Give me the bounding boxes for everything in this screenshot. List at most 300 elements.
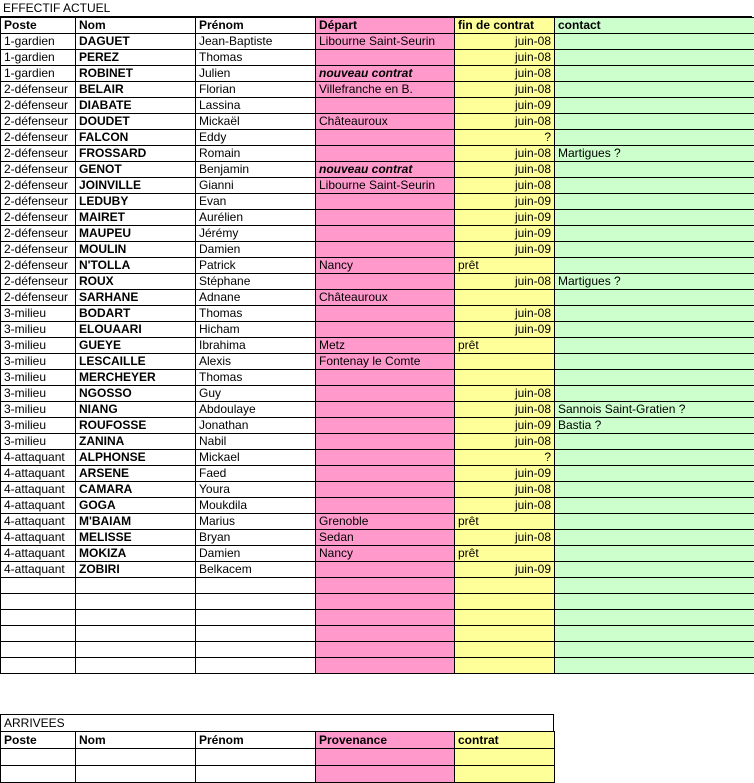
cell-contact[interactable]: Martigues ? — [555, 146, 754, 162]
cell-fin-contrat[interactable]: ? — [455, 450, 555, 466]
cell-contact[interactable] — [555, 258, 754, 274]
cell-poste[interactable] — [1, 642, 76, 658]
cell-fin-contrat[interactable]: prêt — [455, 258, 555, 274]
cell-nom[interactable] — [76, 594, 196, 610]
cell-contact[interactable] — [555, 210, 754, 226]
cell-fin-contrat[interactable]: prêt — [455, 546, 555, 562]
cell-contact[interactable] — [555, 66, 754, 82]
cell-nom[interactable]: ELOUAARI — [76, 322, 196, 338]
table-row — [1, 50, 754, 66]
cell-prenom[interactable]: Hicham — [196, 322, 316, 338]
cell-fin-contrat[interactable] — [455, 642, 555, 658]
cell-poste[interactable]: 3-milieu — [1, 354, 76, 370]
cell-fin-contrat[interactable] — [455, 626, 555, 642]
arrivees-cell-provenance[interactable] — [316, 749, 455, 766]
cell-contact[interactable] — [555, 626, 754, 642]
cell-fin-contrat[interactable]: juin-09 — [455, 226, 555, 242]
cell-poste[interactable]: 2-défenseur — [1, 130, 76, 146]
cell-nom[interactable] — [76, 642, 196, 658]
cell-contact[interactable] — [555, 98, 754, 114]
table-row — [1, 210, 754, 226]
cell-nom[interactable]: M'BAIAM — [76, 514, 196, 530]
cell-poste[interactable]: 4-attaquant — [1, 498, 76, 514]
table-row — [1, 530, 754, 546]
cell-nom[interactable]: BODART — [76, 306, 196, 322]
cell-depart[interactable] — [316, 402, 455, 418]
cell-prenom[interactable]: Eddy — [196, 130, 316, 146]
cell-fin-contrat[interactable]: ? — [455, 130, 555, 146]
cell-poste[interactable]: 1-gardien — [1, 50, 76, 66]
cell-nom[interactable] — [76, 626, 196, 642]
cell-nom[interactable]: DOUDET — [76, 114, 196, 130]
cell-fin-contrat[interactable]: prêt — [455, 338, 555, 354]
cell-fin-contrat[interactable]: juin-08 — [455, 402, 555, 418]
cell-depart[interactable] — [316, 418, 455, 434]
cell-contact[interactable] — [555, 290, 754, 306]
cell-depart[interactable] — [316, 210, 455, 226]
cell-depart[interactable] — [316, 466, 455, 482]
cell-prenom[interactable]: Gianni — [196, 178, 316, 194]
cell-prenom[interactable]: Belkacem — [196, 562, 316, 578]
table-row — [1, 418, 754, 434]
cell-nom[interactable]: CAMARA — [76, 482, 196, 498]
cell-fin-contrat[interactable]: prêt — [455, 514, 555, 530]
cell-poste[interactable]: 2-défenseur — [1, 258, 76, 274]
cell-contact[interactable] — [555, 466, 754, 482]
cell-contact[interactable] — [555, 498, 754, 514]
table-row — [1, 370, 754, 386]
cell-fin-contrat[interactable]: juin-08 — [455, 306, 555, 322]
cell-poste[interactable]: 4-attaquant — [1, 482, 76, 498]
cell-prenom[interactable]: Jean-Baptiste — [196, 34, 316, 50]
table-row — [1, 546, 754, 562]
table-row — [1, 578, 754, 594]
cell-contact[interactable] — [555, 610, 754, 626]
cell-poste[interactable]: 4-attaquant — [1, 530, 76, 546]
cell-poste[interactable]: 1-gardien — [1, 34, 76, 50]
cell-fin-contrat[interactable] — [455, 594, 555, 610]
cell-poste[interactable] — [1, 658, 76, 674]
cell-fin-contrat[interactable]: juin-09 — [455, 418, 555, 434]
cell-depart[interactable] — [316, 130, 455, 146]
cell-fin-contrat[interactable] — [455, 578, 555, 594]
cell-poste[interactable]: 3-milieu — [1, 386, 76, 402]
table-row — [1, 258, 754, 274]
cell-poste[interactable]: 2-défenseur — [1, 242, 76, 258]
cell-prenom[interactable]: Damien — [196, 546, 316, 562]
cell-contact[interactable] — [555, 194, 754, 210]
table-row — [1, 274, 754, 290]
table-row — [1, 306, 754, 322]
cell-contact[interactable] — [555, 530, 754, 546]
cell-prenom[interactable]: Ibrahima — [196, 338, 316, 354]
cell-prenom[interactable]: Evan — [196, 194, 316, 210]
cell-contact[interactable] — [555, 178, 754, 194]
cell-contact[interactable] — [555, 578, 754, 594]
cell-contact[interactable] — [555, 514, 754, 530]
cell-poste[interactable]: 3-milieu — [1, 402, 76, 418]
cell-nom[interactable] — [76, 658, 196, 674]
cell-nom[interactable]: DIABATE — [76, 98, 196, 114]
cell-prenom[interactable] — [196, 578, 316, 594]
table-row — [1, 98, 754, 114]
header-nom[interactable]: Nom — [76, 18, 196, 34]
cell-prenom[interactable]: Mickael — [196, 450, 316, 466]
cell-nom[interactable]: ARSENE — [76, 466, 196, 482]
cell-nom[interactable]: ALPHONSE — [76, 450, 196, 466]
cell-contact[interactable] — [555, 242, 754, 258]
table-row — [1, 130, 754, 146]
cell-poste[interactable]: 2-défenseur — [1, 82, 76, 98]
table-row — [1, 514, 754, 530]
arrivees-row — [1, 749, 555, 766]
cell-prenom[interactable]: Florian — [196, 82, 316, 98]
cell-contact[interactable] — [555, 434, 754, 450]
cell-poste[interactable]: 4-attaquant — [1, 450, 76, 466]
cell-depart[interactable] — [316, 498, 455, 514]
arrivees-header-provenance[interactable]: Provenance — [316, 732, 455, 749]
arrivees-title[interactable]: ARRIVEES — [0, 714, 554, 732]
cell-prenom[interactable]: Moukdila — [196, 498, 316, 514]
cell-depart[interactable]: Libourne Saint-Seurin — [316, 34, 455, 50]
cell-poste[interactable]: 2-défenseur — [1, 162, 76, 178]
cell-prenom[interactable]: Bryan — [196, 530, 316, 546]
cell-depart[interactable] — [316, 610, 455, 626]
cell-nom[interactable]: GENOT — [76, 162, 196, 178]
cell-depart[interactable] — [316, 194, 455, 210]
cell-fin-contrat[interactable] — [455, 658, 555, 674]
cell-nom[interactable]: ROBINET — [76, 66, 196, 82]
cell-fin-contrat[interactable]: juin-09 — [455, 98, 555, 114]
header-row — [1, 18, 754, 34]
cell-prenom[interactable] — [196, 610, 316, 626]
cell-contact[interactable] — [555, 562, 754, 578]
cell-fin-contrat[interactable]: juin-08 — [455, 386, 555, 402]
arrivees-header-poste[interactable]: Poste — [1, 732, 76, 749]
cell-nom[interactable]: MAIRET — [76, 210, 196, 226]
cell-poste[interactable]: 2-défenseur — [1, 178, 76, 194]
cell-nom[interactable]: MELISSE — [76, 530, 196, 546]
cell-depart[interactable] — [316, 370, 455, 386]
table-row — [1, 626, 754, 642]
cell-poste[interactable]: 3-milieu — [1, 322, 76, 338]
cell-contact[interactable]: Sannois Saint-Gratien ? — [555, 402, 754, 418]
cell-poste[interactable]: 2-défenseur — [1, 146, 76, 162]
cell-contact[interactable] — [555, 354, 754, 370]
table-row — [1, 562, 754, 578]
cell-poste[interactable]: 3-milieu — [1, 434, 76, 450]
cell-depart[interactable]: Libourne Saint-Seurin — [316, 178, 455, 194]
cell-contact[interactable] — [555, 226, 754, 242]
cell-fin-contrat[interactable]: juin-09 — [455, 562, 555, 578]
cell-fin-contrat[interactable]: juin-09 — [455, 194, 555, 210]
cell-contact[interactable] — [555, 594, 754, 610]
cell-poste[interactable] — [1, 594, 76, 610]
cell-contact[interactable] — [555, 482, 754, 498]
cell-prenom[interactable]: Thomas — [196, 306, 316, 322]
cell-contact[interactable] — [555, 306, 754, 322]
cell-poste[interactable]: 2-défenseur — [1, 226, 76, 242]
cell-poste[interactable]: 4-attaquant — [1, 514, 76, 530]
cell-prenom[interactable]: Faed — [196, 466, 316, 482]
cell-depart[interactable] — [316, 242, 455, 258]
cell-nom[interactable]: NGOSSO — [76, 386, 196, 402]
cell-depart[interactable]: Sedan — [316, 530, 455, 546]
cell-nom[interactable]: NIANG — [76, 402, 196, 418]
cell-nom[interactable]: SARHANE — [76, 290, 196, 306]
cell-prenom[interactable]: Nabil — [196, 434, 316, 450]
cell-fin-contrat[interactable]: juin-08 — [455, 114, 555, 130]
cell-prenom[interactable]: Aurélien — [196, 210, 316, 226]
cell-depart[interactable]: Nancy — [316, 258, 455, 274]
cell-depart[interactable] — [316, 626, 455, 642]
cell-depart[interactable]: Villefranche en B. — [316, 82, 455, 98]
cell-prenom[interactable]: Julien — [196, 66, 316, 82]
cell-nom[interactable] — [76, 578, 196, 594]
cell-fin-contrat[interactable]: juin-09 — [455, 466, 555, 482]
cell-nom[interactable]: MERCHEYER — [76, 370, 196, 386]
table-row — [1, 642, 754, 658]
cell-fin-contrat[interactable]: juin-08 — [455, 162, 555, 178]
table-row — [1, 386, 754, 402]
table-row — [1, 114, 754, 130]
cell-fin-contrat[interactable]: juin-08 — [455, 82, 555, 98]
cell-poste[interactable]: 2-défenseur — [1, 274, 76, 290]
cell-depart[interactable] — [316, 658, 455, 674]
cell-nom[interactable]: ZOBIRI — [76, 562, 196, 578]
cell-fin-contrat[interactable] — [455, 290, 555, 306]
cell-fin-contrat[interactable]: juin-08 — [455, 434, 555, 450]
cell-nom[interactable]: PEREZ — [76, 50, 196, 66]
cell-depart[interactable]: Fontenay le Comte — [316, 354, 455, 370]
cell-prenom[interactable]: Alexis — [196, 354, 316, 370]
table-row — [1, 434, 754, 450]
cell-nom[interactable]: LEDUBY — [76, 194, 196, 210]
cell-depart[interactable] — [316, 226, 455, 242]
arrivees-header-nom[interactable]: Nom — [76, 732, 196, 749]
cell-fin-contrat[interactable]: juin-08 — [455, 178, 555, 194]
arrivees-cell-contrat[interactable] — [455, 766, 555, 783]
cell-contact[interactable] — [555, 34, 754, 50]
cell-depart[interactable]: Châteauroux — [316, 290, 455, 306]
cell-contact[interactable] — [555, 114, 754, 130]
cell-depart[interactable]: nouveau contrat — [316, 162, 455, 178]
cell-depart[interactable] — [316, 50, 455, 66]
cell-depart[interactable]: Grenoble — [316, 514, 455, 530]
cell-nom[interactable]: FALCON — [76, 130, 196, 146]
cell-poste[interactable]: 4-attaquant — [1, 562, 76, 578]
cell-nom[interactable]: ROUX — [76, 274, 196, 290]
cell-poste[interactable] — [1, 626, 76, 642]
arrivees-header-prenom[interactable]: Prénom — [196, 732, 316, 749]
cell-depart[interactable]: Nancy — [316, 546, 455, 562]
arrivees-cell-prenom[interactable] — [196, 749, 316, 766]
cell-fin-contrat[interactable]: juin-08 — [455, 50, 555, 66]
cell-poste[interactable]: 3-milieu — [1, 418, 76, 434]
cell-fin-contrat[interactable]: juin-08 — [455, 530, 555, 546]
cell-nom[interactable]: DAGUET — [76, 34, 196, 50]
cell-depart[interactable] — [316, 642, 455, 658]
cell-fin-contrat[interactable]: juin-08 — [455, 34, 555, 50]
cell-poste[interactable]: 3-milieu — [1, 370, 76, 386]
arrivees-cell-nom[interactable] — [76, 749, 196, 766]
cell-nom[interactable]: BELAIR — [76, 82, 196, 98]
cell-prenom[interactable] — [196, 658, 316, 674]
cell-contact[interactable] — [555, 370, 754, 386]
cell-contact[interactable]: Martigues ? — [555, 274, 754, 290]
cell-prenom[interactable]: Stéphane — [196, 274, 316, 290]
cell-poste[interactable] — [1, 578, 76, 594]
cell-prenom[interactable]: Mickaël — [196, 114, 316, 130]
cell-nom[interactable]: MOULIN — [76, 242, 196, 258]
cell-nom[interactable]: MOKIZA — [76, 546, 196, 562]
table-row — [1, 482, 754, 498]
cell-nom[interactable]: FROSSARD — [76, 146, 196, 162]
arrivees-cell-poste[interactable] — [1, 749, 76, 766]
cell-poste[interactable]: 3-milieu — [1, 338, 76, 354]
cell-prenom[interactable]: Thomas — [196, 50, 316, 66]
arrivees-cell-nom[interactable] — [76, 766, 196, 783]
cell-depart[interactable] — [316, 98, 455, 114]
cell-prenom[interactable]: Thomas — [196, 370, 316, 386]
cell-prenom[interactable]: Adnane — [196, 290, 316, 306]
cell-contact[interactable] — [555, 338, 754, 354]
cell-poste[interactable]: 2-défenseur — [1, 194, 76, 210]
arrivees-cell-contrat[interactable] — [455, 749, 555, 766]
cell-nom[interactable]: N'TOLLA — [76, 258, 196, 274]
cell-contact[interactable] — [555, 386, 754, 402]
cell-poste[interactable] — [1, 610, 76, 626]
cell-prenom[interactable] — [196, 642, 316, 658]
arrivees-header-row — [1, 732, 555, 749]
table-row — [1, 498, 754, 514]
cell-prenom[interactable]: Damien — [196, 242, 316, 258]
cell-poste[interactable]: 2-défenseur — [1, 114, 76, 130]
table-row — [1, 34, 754, 50]
cell-prenom[interactable]: Lassina — [196, 98, 316, 114]
cell-nom[interactable]: GOGA — [76, 498, 196, 514]
cell-prenom[interactable]: Jérémy — [196, 226, 316, 242]
cell-nom[interactable]: ROUFOSSE — [76, 418, 196, 434]
cell-depart[interactable]: Metz — [316, 338, 455, 354]
cell-depart[interactable]: Châteauroux — [316, 114, 455, 130]
cell-contact[interactable] — [555, 642, 754, 658]
arrivees-cell-prenom[interactable] — [196, 766, 316, 783]
cell-contact[interactable]: Bastia ? — [555, 418, 754, 434]
table-row — [1, 242, 754, 258]
cell-poste[interactable]: 3-milieu — [1, 306, 76, 322]
header-contact[interactable]: contact — [555, 18, 754, 34]
header-poste[interactable]: Poste — [1, 18, 76, 34]
cell-depart[interactable] — [316, 434, 455, 450]
cell-fin-contrat[interactable]: juin-08 — [455, 498, 555, 514]
cell-fin-contrat[interactable]: juin-08 — [455, 274, 555, 290]
cell-depart[interactable] — [316, 306, 455, 322]
cell-prenom[interactable]: Abdoulaye — [196, 402, 316, 418]
cell-fin-contrat[interactable]: juin-08 — [455, 482, 555, 498]
cell-prenom[interactable]: Guy — [196, 386, 316, 402]
cell-fin-contrat[interactable]: juin-09 — [455, 242, 555, 258]
sheet-title[interactable]: EFFECTIF ACTUEL — [0, 0, 752, 17]
cell-poste[interactable]: 2-défenseur — [1, 98, 76, 114]
cell-poste[interactable]: 1-gardien — [1, 66, 76, 82]
cell-nom[interactable] — [76, 610, 196, 626]
cell-contact[interactable] — [555, 658, 754, 674]
cell-depart[interactable] — [316, 450, 455, 466]
cell-prenom[interactable]: Marius — [196, 514, 316, 530]
cell-prenom[interactable] — [196, 594, 316, 610]
cell-contact[interactable] — [555, 322, 754, 338]
cell-fin-contrat[interactable]: juin-08 — [455, 146, 555, 162]
cell-depart[interactable] — [316, 482, 455, 498]
cell-prenom[interactable]: Jonathan — [196, 418, 316, 434]
cell-prenom[interactable]: Romain — [196, 146, 316, 162]
cell-depart[interactable] — [316, 562, 455, 578]
table-row — [1, 178, 754, 194]
arrivees-table — [0, 731, 555, 783]
cell-fin-contrat[interactable] — [455, 354, 555, 370]
cell-contact[interactable] — [555, 546, 754, 562]
cell-nom[interactable]: GUEYE — [76, 338, 196, 354]
cell-prenom[interactable] — [196, 626, 316, 642]
table-row — [1, 338, 754, 354]
arrivees-header-contrat[interactable]: contrat — [455, 732, 555, 749]
cell-fin-contrat[interactable] — [455, 370, 555, 386]
cell-depart[interactable] — [316, 146, 455, 162]
cell-nom[interactable]: JOINVILLE — [76, 178, 196, 194]
cell-poste[interactable]: 2-défenseur — [1, 210, 76, 226]
table-row — [1, 226, 754, 242]
cell-prenom[interactable]: Patrick — [196, 258, 316, 274]
cell-poste[interactable]: 4-attaquant — [1, 466, 76, 482]
cell-prenom[interactable]: Youra — [196, 482, 316, 498]
cell-nom[interactable]: MAUPEU — [76, 226, 196, 242]
cell-prenom[interactable]: Benjamin — [196, 162, 316, 178]
arrivees-cell-poste[interactable] — [1, 766, 76, 783]
header-fin-contrat[interactable]: fin de contrat — [455, 18, 555, 34]
header-prenom[interactable]: Prénom — [196, 18, 316, 34]
table-row — [1, 146, 754, 162]
table-row — [1, 594, 754, 610]
cell-fin-contrat[interactable]: juin-09 — [455, 210, 555, 226]
cell-depart[interactable] — [316, 274, 455, 290]
cell-fin-contrat[interactable] — [455, 610, 555, 626]
cell-fin-contrat[interactable]: juin-08 — [455, 66, 555, 82]
table-row — [1, 82, 754, 98]
cell-depart[interactable] — [316, 322, 455, 338]
cell-contact[interactable] — [555, 162, 754, 178]
cell-depart[interactable] — [316, 594, 455, 610]
table-row — [1, 322, 754, 338]
table-row — [1, 66, 754, 82]
cell-contact[interactable] — [555, 450, 754, 466]
table-row — [1, 194, 754, 210]
cell-depart[interactable] — [316, 386, 455, 402]
cell-contact[interactable] — [555, 130, 754, 146]
cell-poste[interactable]: 2-défenseur — [1, 290, 76, 306]
table-row — [1, 466, 754, 482]
cell-depart[interactable] — [316, 578, 455, 594]
cell-contact[interactable] — [555, 82, 754, 98]
cell-fin-contrat[interactable]: juin-09 — [455, 322, 555, 338]
cell-contact[interactable] — [555, 50, 754, 66]
header-depart[interactable]: Départ — [316, 18, 455, 34]
cell-nom[interactable]: ZANINA — [76, 434, 196, 450]
arrivees-cell-provenance[interactable] — [316, 766, 455, 783]
cell-depart[interactable]: nouveau contrat — [316, 66, 455, 82]
cell-nom[interactable]: LESCAILLE — [76, 354, 196, 370]
cell-poste[interactable]: 4-attaquant — [1, 546, 76, 562]
